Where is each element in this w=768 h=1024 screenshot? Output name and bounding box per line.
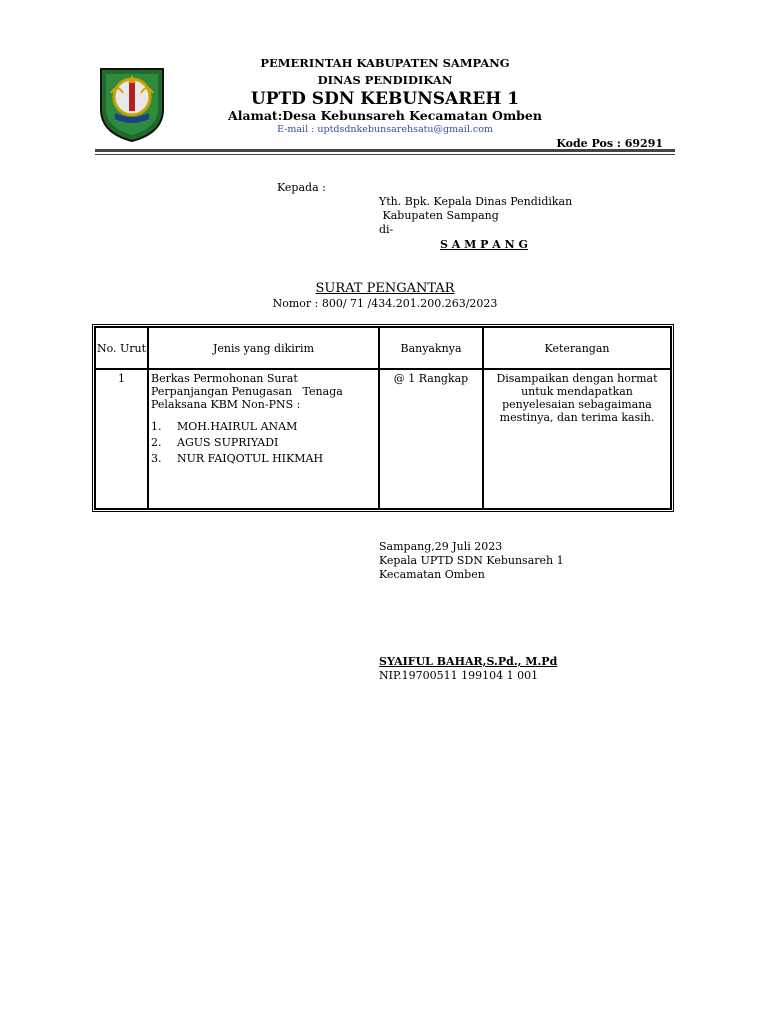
item-line-3: Pelaksana KBM Non-PNS : xyxy=(151,398,301,411)
signature-place-date: Sampang,29 Juli 2023 xyxy=(379,540,503,553)
list-item: 2. AGUS SUPRIYADI xyxy=(151,436,279,449)
letter-number: Nomor : 800/ 71 /434.201.200.263/2023 xyxy=(272,297,498,310)
shield-emblem-icon xyxy=(95,63,169,143)
item-line-1: Berkas Permohonan Surat xyxy=(151,372,298,385)
letter-title: SURAT PENGANTAR xyxy=(315,281,455,296)
header-postcode: Kode Pos : 69291 xyxy=(556,137,663,150)
recipient-line-2: Kabupaten Sampang xyxy=(379,209,499,222)
item-line-2: Perpanjangan Penugasan Tenaga xyxy=(151,385,343,398)
header-email: E-mail : uptdsdnkebunsarehsatu@gmail.com xyxy=(277,124,493,135)
signatory-name: SYAIFUL BAHAR,S.Pd., M.Pd xyxy=(379,655,558,668)
items-table xyxy=(92,324,674,512)
header-address: Alamat:Desa Kebunsareh Kecamatan Omben xyxy=(228,108,542,123)
header-cell-notes: Keterangan xyxy=(483,327,671,369)
recipient-label: Kepada : xyxy=(277,181,326,194)
list-item: 3. NUR FAIQOTUL HIKMAH xyxy=(151,452,324,465)
names-list xyxy=(151,419,376,467)
regency-logo xyxy=(95,63,169,143)
signatory xyxy=(379,655,557,683)
recipient-line-3: di- xyxy=(379,223,394,236)
header-rule-thin xyxy=(95,154,675,155)
header-cell-no: No. Urut xyxy=(95,327,148,369)
header-government: PEMERINTAH KABUPATEN SAMPANG xyxy=(260,56,510,70)
header-school-name: UPTD SDN KEBUNSAREH 1 xyxy=(250,89,520,109)
header-department: DINAS PENDIDIKAN xyxy=(317,73,453,87)
signature-position-2: Kecamatan Omben xyxy=(379,568,485,581)
row-number: 1 xyxy=(118,372,125,385)
signatory-nip: NIP.19700511 199104 1 001 xyxy=(379,669,539,682)
header-cell-item: Jenis yang dikirim xyxy=(148,327,379,369)
row-notes: Disampaikan dengan hormat untuk mendapatkan penyelesaian sebagaimana mestinya, dan terima kasih. xyxy=(496,372,658,424)
table-header-row xyxy=(95,327,671,369)
row-quantity: @ 1 Rangkap xyxy=(393,372,469,385)
list-item: 1. MOH.HAIRUL ANAM xyxy=(151,420,298,433)
table-row xyxy=(95,369,671,509)
header-cell-quantity: Banyaknya xyxy=(379,327,483,369)
header-rule-thick xyxy=(95,149,675,152)
signature-block xyxy=(379,540,564,582)
signature-position-1: Kepala UPTD SDN Kebunsareh 1 xyxy=(379,554,564,567)
recipient-line-1: Yth. Bpk. Kepala Dinas Pendidikan xyxy=(379,195,573,208)
recipient-city: S A M P A N G xyxy=(440,238,528,251)
